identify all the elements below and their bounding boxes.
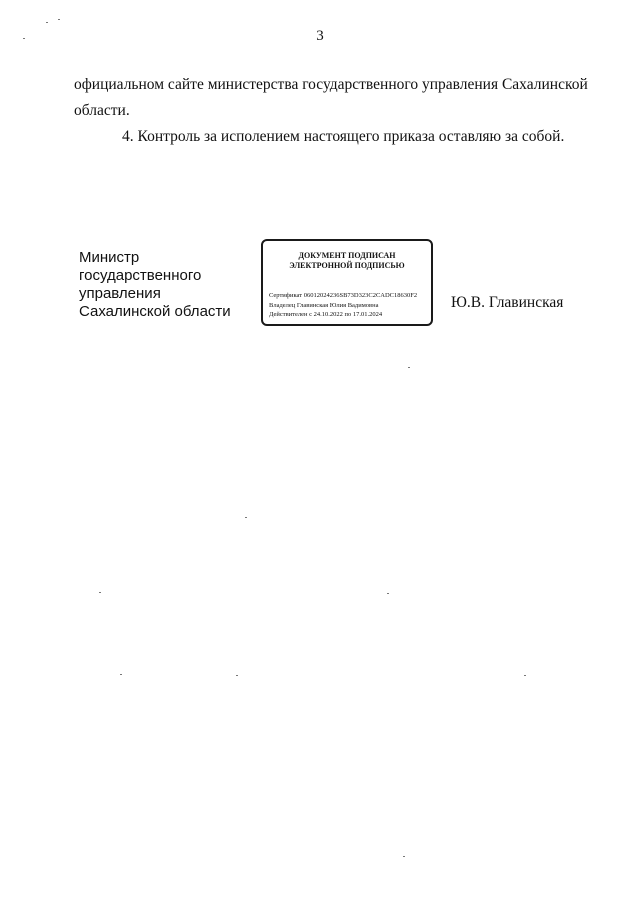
scan-speck [524,675,526,676]
electronic-signature-stamp [261,239,433,326]
stamp-details [269,291,417,320]
scan-speck [387,593,389,594]
scan-speck [23,38,25,39]
scan-speck [408,367,410,368]
scan-speck [58,19,60,20]
scan-speck [99,592,101,593]
paragraph-1-line-1: официальном сайте министерства государственного управления Сахалинской [74,76,588,93]
signer-title-line: управления [79,285,161,302]
paragraph-1-line-2: области. [74,102,130,119]
scan-speck [403,856,405,857]
signer-title [79,249,231,321]
scan-speck [120,674,122,675]
stamp-header-line-2: ЭЛЕКТРОННОЙ ПОДПИСЬЮ [289,261,405,270]
signer-title-line: Сахалинской области [79,303,231,320]
signer-title-line: Министр [79,249,140,266]
stamp-certificate: Сертификат 06012024236SB73D323C2CADC18630F2 [269,292,418,299]
stamp-owner: Владелец Главинская Юлия Вадимовна [269,301,379,309]
signer-title-line: государственного [79,267,202,284]
page-number: 3 [316,28,324,44]
stamp-header [263,251,431,271]
signer-name: Ю.В. Главинская [451,294,564,311]
stamp-header-line-1: ДОКУМЕНТ ПОДПИСАН [298,251,396,260]
scan-speck [236,675,238,676]
paragraph-2: 4. Контроль за исполением настоящего приказа оставляю за собой. [122,128,565,145]
scan-speck [245,517,247,518]
scan-speck [46,22,48,23]
stamp-validity: Действителен с 24.10.2022 по 17.01.2024 [269,311,383,318]
